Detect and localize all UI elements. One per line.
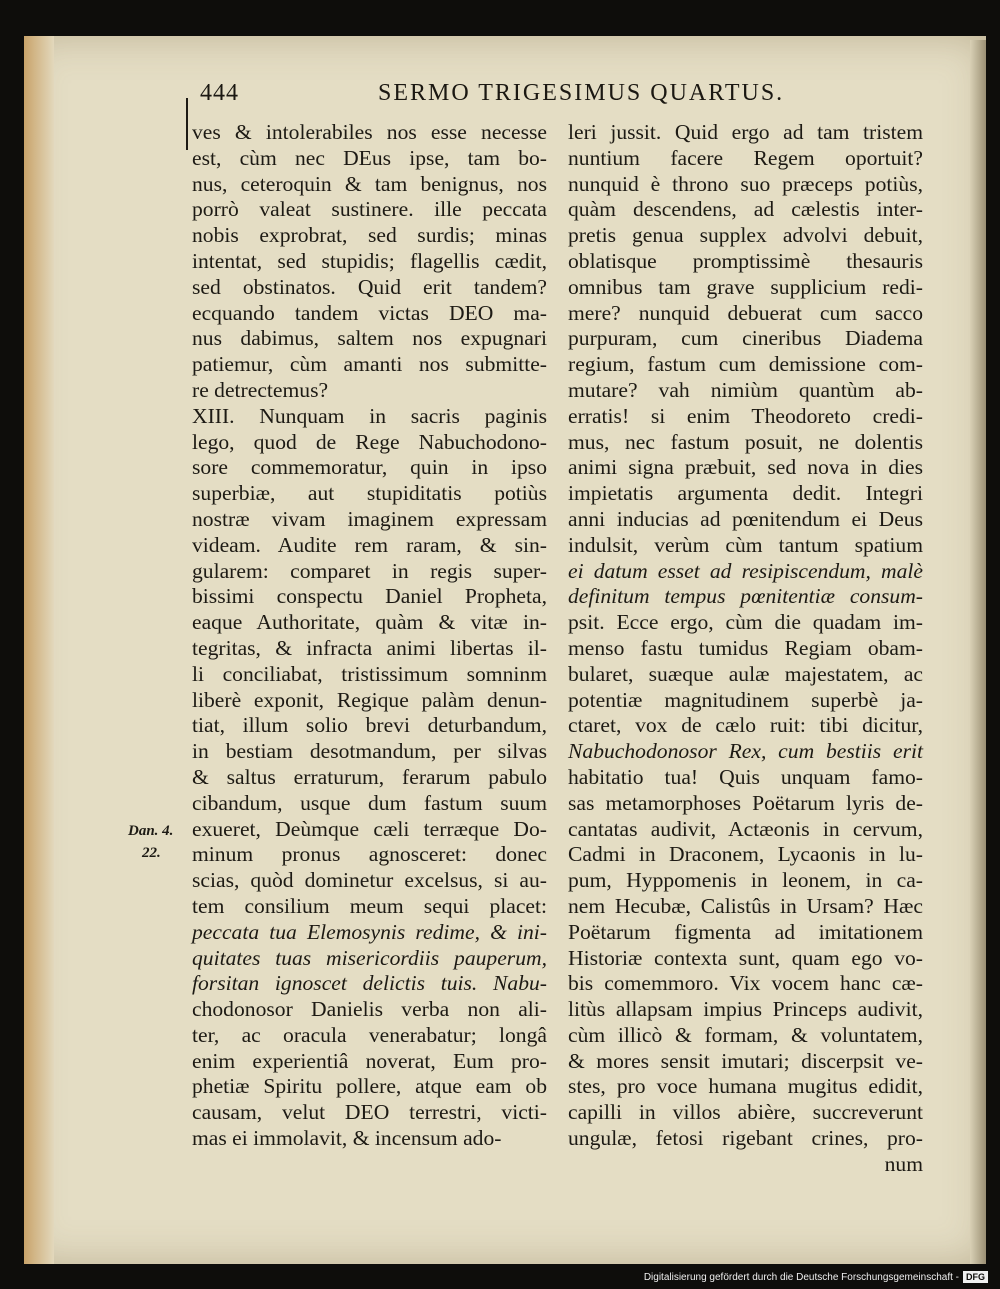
text-line: potentiæ magnitudinem superbè ja- xyxy=(568,687,923,712)
text-line: animi signa præbuit, sed nova in dies xyxy=(568,455,923,480)
text-line: omnibus tam grave supplicium redi- xyxy=(568,274,923,299)
text-line: litùs allapsam impius Princeps audivit, xyxy=(568,997,923,1022)
margin-reference-line: Dan. 4. xyxy=(128,823,174,839)
text-line: Nabuchodonosor Rex, cum bestiis erit xyxy=(568,739,923,764)
text-line: num xyxy=(884,1151,923,1176)
text-line: habitatio tua! Quis unquam famo- xyxy=(568,764,923,789)
text-line: mas ei immolavit, & incensum ado- xyxy=(192,1126,502,1151)
text-line: nus dabimus, saltem nos expugnari xyxy=(192,326,547,351)
text-line: eaque Authoritate, quàm & vitæ in- xyxy=(192,610,547,635)
text-line: ecquando tandem victas DEO ma- xyxy=(192,300,547,325)
text-line: regium, fastum cum demissione com- xyxy=(568,352,923,377)
text-line: cantatas audivit, Actæonis in cervum, xyxy=(568,816,923,841)
text-line: tiat, illum solio brevi deturbandum, xyxy=(192,713,547,738)
text-line: videam. Audite rem raram, & sin- xyxy=(192,532,547,557)
text-line: minum pronus agnosceret: donec xyxy=(192,842,547,867)
margin-reference-line: 22. xyxy=(142,845,161,861)
text-line: li conciliabat, tristissimum somninm xyxy=(192,661,547,686)
right-column xyxy=(568,120,923,1178)
margin-reference xyxy=(128,820,173,864)
text-line: ungulæ, fetosi rigebant crines, pro- xyxy=(568,1126,923,1151)
text-line: re detrectemus? xyxy=(192,377,329,402)
text-line: exueret, Deùmque cæli terræque Do- xyxy=(192,816,547,841)
text-line: & saltus erraturum, ferarum pabulo xyxy=(192,764,547,789)
text-line: causam, velut DEO terrestri, victi- xyxy=(192,1100,547,1125)
text-line: purpuram, cum cineribus Diadema xyxy=(568,326,923,351)
text-line: menso fastu tumidus Regiam obam- xyxy=(568,635,923,660)
text-line: est, cùm nec DEus ipse, tam bo- xyxy=(192,145,547,170)
text-line: gularem: comparet in regis super- xyxy=(192,558,547,583)
text-line: lego, quod de Rege Nabuchodono- xyxy=(192,429,547,454)
margin-bracket xyxy=(186,98,188,150)
text-line: & mores sensit imutari; discerpsit ve- xyxy=(568,1048,923,1073)
text-line: definitum tempus pœnitentiæ consum- xyxy=(568,584,923,609)
text-line: enim experientiâ noverat, Eum pro- xyxy=(192,1048,547,1073)
page-number: 444 xyxy=(200,80,239,106)
text-line: Poëtarum figmenta ad imitationem xyxy=(568,919,923,944)
text-line: pretis genua supplex advolvi debuit, xyxy=(568,223,923,248)
running-head xyxy=(170,80,930,110)
text-line: oblatisque promptissimè thesauris xyxy=(568,248,923,273)
text-line: ves & intolerabiles nos esse necesse xyxy=(192,120,547,144)
text-line: anni inducias ad pœnitendum ei Deus xyxy=(568,506,923,531)
text-line: superbiæ, aut stupiditatis potiùs xyxy=(192,481,547,506)
text-line: ctaret, vox de cælo ruit: tibi dicitur, xyxy=(568,713,923,738)
text-line: psit. Ecce ergo, cùm die quadam im- xyxy=(568,610,923,635)
page-gutter xyxy=(24,36,54,1264)
text-line: patiemur, cùm amanti nos submitte- xyxy=(192,352,547,377)
text-line: quàm descendens, ad cælestis inter- xyxy=(568,197,923,222)
footer-credit xyxy=(644,1271,988,1283)
text-line: leri jussit. Quid ergo ad tam tristem xyxy=(568,120,923,144)
text-line: liberè exponit, Regique palàm denun- xyxy=(192,687,547,712)
text-line: bis comemmoro. Vix vocem hanc cæ- xyxy=(568,971,923,996)
text-line: cibandum, usque dum fastum suum xyxy=(192,790,547,815)
text-line: Cadmi in Draconem, Lycaonis in lu- xyxy=(568,842,923,867)
text-line: nunquid è throno suo præceps potiùs, xyxy=(568,171,923,196)
text-line: bissimi conspectu Daniel Propheta, xyxy=(192,584,547,609)
text-line: pum, Hyppomenis in leonem, in ca- xyxy=(568,868,923,893)
text-line: porrò valeat sustinere. ille peccata xyxy=(192,197,547,222)
text-line: capilli in villos abière, succreverunt xyxy=(568,1100,923,1125)
text-line: sed obstinatos. Quid erit tandem? xyxy=(192,274,547,299)
text-line: peccata tua Elemosynis redime, & ini- xyxy=(192,919,547,944)
text-line: nus, ceteroquin & tam benignus, nos xyxy=(192,171,547,196)
text-line: erratis! si enim Theodoreto credi- xyxy=(568,403,923,428)
text-line: sas metamorphoses Poëtarum lyris de- xyxy=(568,790,923,815)
text-line: mere? nunquid debuerat cum sacco xyxy=(568,300,923,325)
text-line: Historiæ contexta sunt, quam ego vo- xyxy=(568,945,923,970)
text-line: quitates tuas misericordiis pauperum, xyxy=(192,945,547,970)
page-edge xyxy=(970,40,986,1264)
left-column xyxy=(192,120,547,1152)
text-line: cùm illicò & formam, & voluntatem, xyxy=(568,1022,923,1047)
running-title: SERMO TRIGESIMUS QUARTUS. xyxy=(378,80,785,106)
text-line: scias, quòd dominetur excelsus, si au- xyxy=(192,868,547,893)
text-line: bularet, suæque aulæ majestatem, ac xyxy=(568,661,923,686)
text-line: nobis exprobrat, sed surdis; minas xyxy=(192,223,547,248)
text-line: nostræ vivam imaginem expressam xyxy=(192,506,547,531)
text-line: mus, nec fastum posuit, ne dolentis xyxy=(568,429,923,454)
text-line: indulsit, verùm cùm tantum spatium xyxy=(568,532,923,557)
text-line: tegritas, & infracta animi libertas il- xyxy=(192,635,547,660)
text-line: in bestiam desotmandum, per silvas xyxy=(192,739,547,764)
text-line: sore commemoratur, quin in ipso xyxy=(192,455,547,480)
credit-text: Digitalisierung gefördert durch die Deutsche Forschungsgemeinschaft - xyxy=(643,1271,959,1283)
text-line: chodonosor Danielis verba non ali- xyxy=(192,997,547,1022)
text-line: phetiæ Spiritu pollere, atque eam ob xyxy=(192,1074,547,1099)
text-line: ei datum esset ad resipiscendum, malè xyxy=(568,558,923,583)
dfg-logo: DFG xyxy=(963,1271,988,1283)
text-line: stes, pro voce humana mugitus edidit, xyxy=(568,1074,923,1099)
text-line: intentat, sed stupidis; flagellis cædit, xyxy=(192,248,547,273)
text-line: forsitan ignoscet delictis tuis. Nabu- xyxy=(192,971,547,996)
text-line: tem consilium meum sequi placet: xyxy=(192,893,547,918)
text-line: mutare? vah nimiùm quantùm ab- xyxy=(568,377,923,402)
text-line: nuntium facere Regem oportuit? xyxy=(568,145,923,170)
text-line: ter, ac oracula venerabatur; longâ xyxy=(192,1022,547,1047)
text-line: impietatis argumenta dedit. Integri xyxy=(568,481,923,506)
text-line: nem Hecubæ, Calistûs in Ursam? Hæc xyxy=(568,893,923,918)
text-line: XIII. Nunquam in sacris paginis xyxy=(192,403,547,428)
